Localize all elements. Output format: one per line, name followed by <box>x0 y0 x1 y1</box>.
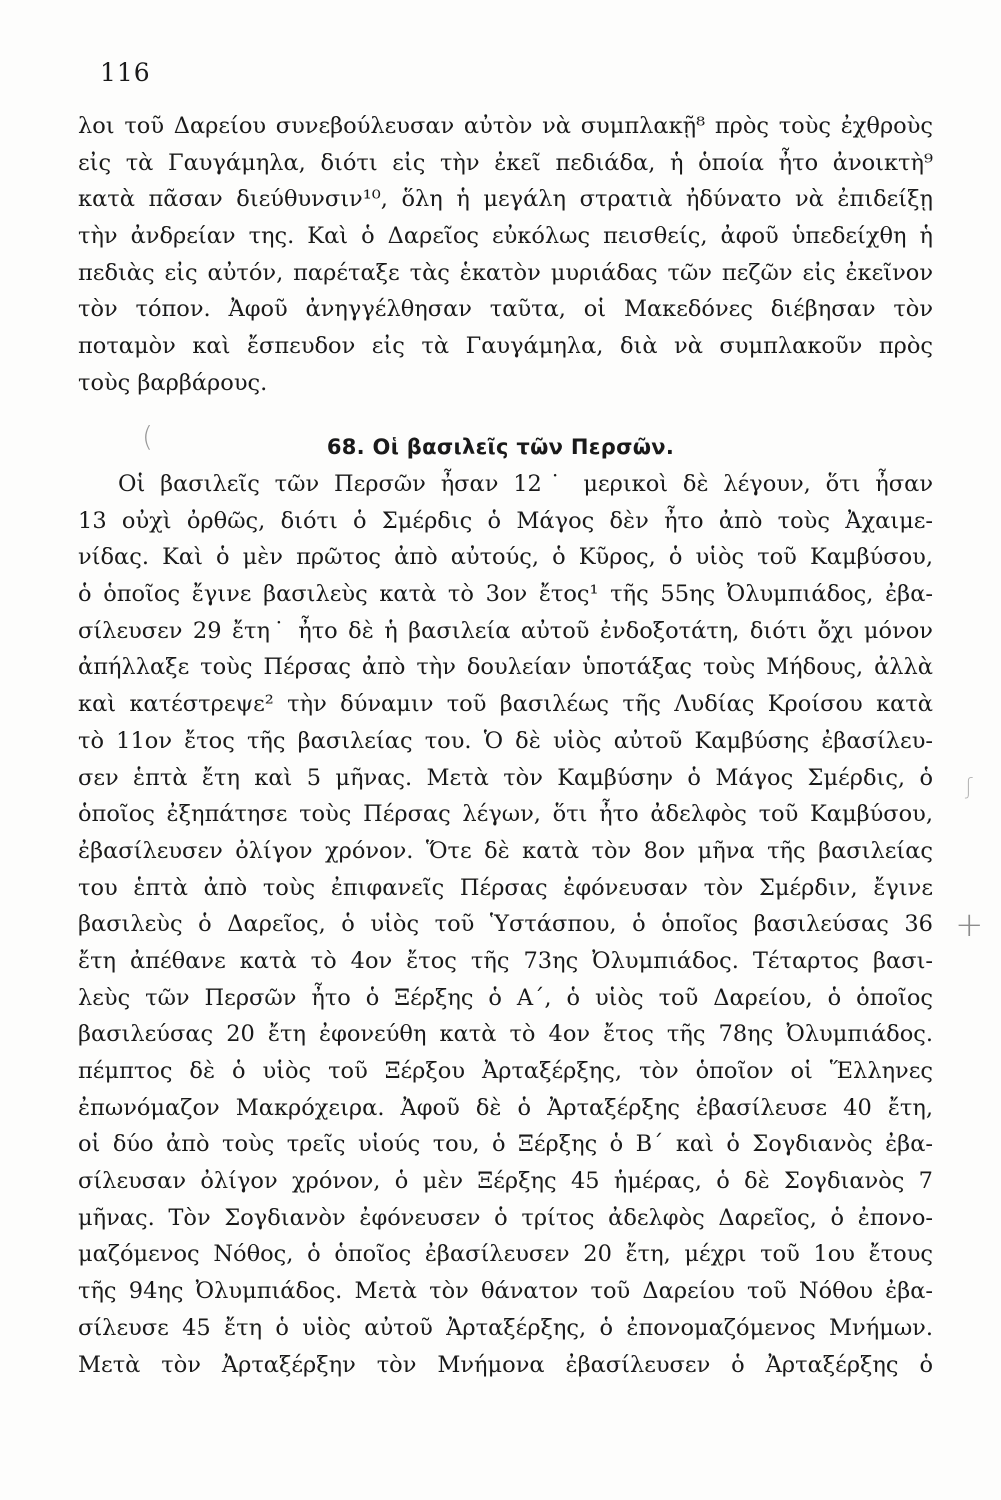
text-line: σεν ἑπτὰ ἔτη καὶ 5 μῆνας. Μετὰ τὸν Καμβύσην ὁ Μάγος Σμέρδις, ὁ <box>78 764 933 791</box>
text-line: ἀπήλλαξε τοὺς Πέρσας ἀπὸ τὴν δουλείαν ὑποτάξας τοὺς Μήδους, ἀλλὰ <box>78 654 933 681</box>
text-line: εἰς τὰ Γαυγάμηλα, διότι εἰς τὴν ἐκεῖ πεδιάδα, ἡ ὁποία ἦτο ἀνοικτὴ⁹ <box>78 149 933 176</box>
text-line: λεὺς τῶν Περσῶν ἦτο ὁ Ξέρξης ὁ Α΄, ὁ υἱὸς τοῦ Δαρείου, ὁ ὁποῖος <box>78 984 933 1011</box>
section-paragraph <box>78 466 933 1383</box>
text-line: ἐπωνόμαζον Μακρόχειρα. Ἀφοῦ δὲ ὁ Ἀρταξέρξης ἐβασίλευσε 40 ἔτη, <box>78 1094 933 1121</box>
text-line: τοὺς βαρβάρους. <box>78 369 268 396</box>
text-line: τῆς 94ης Ὀλυμπιάδος. Μετὰ τὸν θάνατον τοῦ Δαρείου τοῦ Νόθου ἐβα- <box>78 1278 933 1305</box>
text-line: λοι τοῦ Δαρείου συνεβούλευσαν αὐτὸν νὰ συμπλακῇ⁸ πρὸς τοὺς ἐχθροὺς <box>78 113 933 139</box>
text-line: κατὰ πᾶσαν διεύθυνσιν¹⁰, ὅλη ἡ μεγάλη στρατιὰ ἠδύνατο νὰ ἐπιδείξῃ <box>78 186 933 213</box>
text-line: καὶ κατέστρεψε² τὴν δύναμιν τοῦ βασιλέως τῆς Λυδίας Κροίσου κατὰ <box>78 691 933 718</box>
text-line: του ἑπτὰ ἀπὸ τοὺς ἐπιφανεῖς Πέρσας ἐφόνευσαν τὸν Σμέρδιν, ἔγινε <box>78 874 933 901</box>
text-line: μῆνας. Τὸν Σογδιανὸν ἐφόνευσεν ὁ τρίτος ἀδελφὸς Δαρεῖος, ὁ ἐπονο- <box>78 1204 933 1231</box>
text-line: ποταμὸν καὶ ἔσπευδον εἰς τὰ Γαυγάμηλα, διὰ νὰ συμπλακοῦν πρὸς <box>78 333 933 360</box>
text-line: πεδιὰς εἰς αὐτόν, παρέταξε τὰς ἑκατὸν μυριάδας τῶν πεζῶν εἰς ἐκεῖνον <box>78 259 933 286</box>
text-line: βασιλεύσας 20 ἔτη ἐφονεύθη κατὰ τὸ 4ον ἔτος τῆς 78ης Ὀλυμπιάδος. <box>78 1021 933 1048</box>
pencil-mark: ʃ <box>965 775 973 800</box>
text-line: Οἱ βασιλεῖς τῶν Περσῶν ἦσαν 12˙ μερικοὶ δὲ λέγουν, ὅτι ἦσαν <box>118 471 933 497</box>
pencil-mark: + <box>955 905 984 945</box>
pencil-mark: ( <box>142 420 153 453</box>
intro-paragraph <box>78 108 933 402</box>
text-line: βασιλεὺς ὁ Δαρεῖος, ὁ υἱὸς τοῦ Ὑστάσπου, ὁ ὁποῖος βασιλεύσας 36 <box>78 911 933 938</box>
text-line: ὁποῖος ἐξηπάτησε τοὺς Πέρσας λέγων, ὅτι ἦτο ἀδελφὸς τοῦ Καμβύσου, <box>78 801 933 828</box>
text-line: τὸ 11ον ἔτος τῆς βασιλείας του. Ὁ δὲ υἱὸς αὐτοῦ Καμβύσης ἐβασίλευ- <box>78 727 933 754</box>
text-line: 13 οὐχὶ ὀρθῶς, διότι ὁ Σμέρδις ὁ Μάγος δὲν ἦτο ἀπὸ τοὺς Ἀχαιμε- <box>78 507 933 534</box>
section-heading: 68. Οἱ βασιλεῖς τῶν Περσῶν. <box>326 435 675 459</box>
text-line: ἔτη ἀπέθανε κατὰ τὸ 4ον ἔτος τῆς 73ης Ὀλυμπιάδος. Τέταρτος βασι- <box>78 947 933 974</box>
text-line: ὁ ὁποῖος ἔγινε βασιλεὺς κατὰ τὸ 3ον ἔτος¹ τῆς 55ης Ὀλυμπιάδος, ἐβα- <box>78 581 933 608</box>
text-line: σίλευσεν 29 ἔτη˙ ἦτο δὲ ἡ βασιλεία αὐτοῦ ἐνδοξοτάτη, διότι ὄχι μόνον <box>78 617 933 644</box>
text-line: τὸν τόπον. Ἀφοῦ ἀνηγγέλθησαν ταῦτα, οἱ Μακεδόνες διέβησαν τὸν <box>78 296 933 323</box>
text-line: Μετὰ τὸν Ἀρταξέρξην τὸν Μνήμονα ἐβασίλευσεν ὁ Ἀρταξέρξης ὁ <box>78 1351 933 1378</box>
text-line: ἐβασίλευσεν ὀλίγον χρόνον. Ὅτε δὲ κατὰ τὸν 8ον μῆνα τῆς βασιλείας <box>78 837 933 864</box>
text-line: νίδας. Καὶ ὁ μὲν πρῶτος ἀπὸ αὐτούς, ὁ Κῦρος, ὁ υἱὸς τοῦ Καμβύσου, <box>78 544 933 571</box>
text-line: πέμπτος δὲ ὁ υἱὸς τοῦ Ξέρξου Ἀρταξέρξης, τὸν ὁποῖον οἱ Ἕλληνες <box>78 1058 933 1084</box>
text-line: τὴν ἀνδρείαν της. Καὶ ὁ Δαρεῖος εὐκόλως πεισθείς, ἀφοῦ ὑπεδείχθη ἡ <box>78 223 933 250</box>
text-line: οἱ δύο ἀπὸ τοὺς τρεῖς υἱούς του, ὁ Ξέρξης ὁ Β΄ καὶ ὁ Σογδιανὸς ἐβα- <box>78 1131 933 1158</box>
text-line: σίλευσε 45 ἔτη ὁ υἱὸς αὐτοῦ Ἀρταξέρξης, ὁ ἐπονομαζόμενος Μνήμων. <box>78 1314 933 1341</box>
text-line: μαζόμενος Νόθος, ὁ ὁποῖος ἐβασίλευσεν 20 ἔτη, μέχρι τοῦ 1ου ἔτους <box>78 1241 933 1268</box>
page-number: 116 <box>100 58 151 87</box>
text-line: σίλευσαν ὀλίγον χρόνον, ὁ μὲν Ξέρξης 45 ἡμέρας, ὁ δὲ Σογδιανὸς 7 <box>78 1168 933 1195</box>
